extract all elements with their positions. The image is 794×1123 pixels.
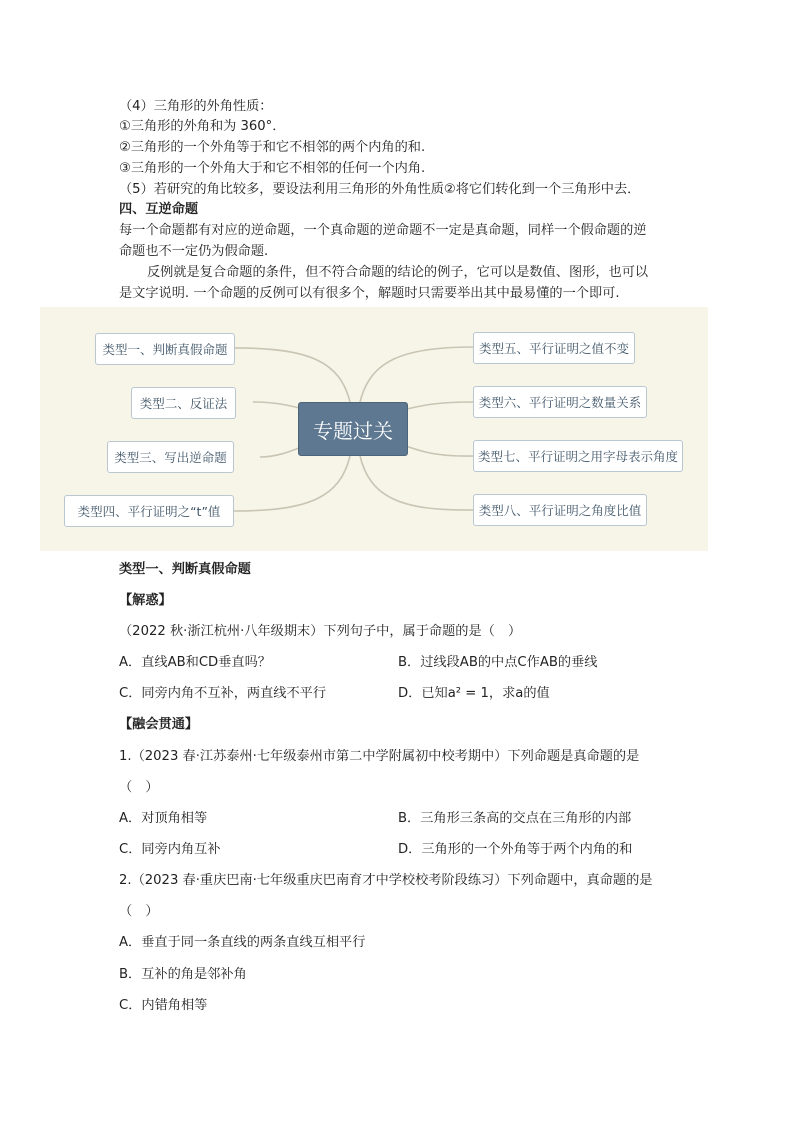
- q2-option-a: A．垂直于同一条直线的两条直线互相平行: [119, 935, 366, 950]
- q0-option-b: B．过线段AB的中点C作AB的垂线: [398, 655, 598, 670]
- q2-option-b: B．互补的角是邻补角: [119, 967, 247, 982]
- intro-line-2: ①三角形的外角和为 360°．: [119, 119, 286, 134]
- mind-map-node-type7: 类型七、平行证明之用字母表示角度: [473, 440, 683, 472]
- q0-option-c: C．同旁内角不互补，两直线不平行: [119, 686, 327, 701]
- paragraph-2a: 反例就是复合命题的条件，但不符合命题的结论的例子，它可以是数值、图形，也可以: [147, 265, 649, 280]
- mind-map-node-type2: 类型二、反证法: [131, 387, 236, 419]
- paragraph-1a: 每一个命题都有对应的逆命题，一个真命题的逆命题不一定是真命题，同样一个假命题的逆: [119, 223, 647, 238]
- mind-map-node-type3: 类型三、写出逆命题: [107, 441, 234, 473]
- intro-line-3: ②三角形的一个外角等于和它不相邻的两个内角的和.: [119, 140, 426, 155]
- paragraph-1b: 命题也不一定仍为假命题.: [119, 244, 269, 259]
- intro-line-4: ③三角形的一个外角大于和它不相邻的任何一个内角.: [119, 161, 426, 176]
- mind-map-node-type8: 类型八、平行证明之角度比值: [473, 494, 647, 526]
- q1-option-d: D．三角形的一个外角等于两个内角的和: [398, 842, 633, 857]
- mind-map-node-type1: 类型一、判断真假命题: [95, 333, 235, 365]
- mind-map-center: 专题过关: [298, 402, 408, 456]
- question-0-stem: （2022 秋·浙江杭州·八年级期末）下列句子中，属于命题的是（ ）: [119, 624, 522, 639]
- ronghui-heading: 【融会贯通】: [119, 717, 199, 732]
- mind-map-node-type6: 类型六、平行证明之数量关系: [473, 386, 647, 418]
- question-2-stem: 2.（2023 春·重庆巴南·七年级重庆巴南育才中学校校考阶段练习）下列命题中，真命题的是: [119, 873, 653, 888]
- paragraph-2b: 是文字说明. 一个命题的反例可以有很多个，解题时只需要举出其中最易懂的一个即可.: [119, 286, 620, 301]
- q1-option-b: B．三角形三条高的交点在三角形的内部: [398, 811, 632, 826]
- q2-option-c: C．内错角相等: [119, 998, 208, 1013]
- q0-option-d: D．已知a² = 1，求a的值: [398, 686, 550, 701]
- jiehuo-heading: 【解惑】: [119, 593, 172, 608]
- mind-map-node-type4: 类型四、平行证明之“t”值: [64, 495, 234, 527]
- q1-option-c: C．同旁内角互补: [119, 842, 221, 857]
- type1-title: 类型一、判断真假命题: [119, 562, 251, 577]
- question-1-paren: （ ）: [119, 780, 159, 795]
- question-1-stem: 1.（2023 春·江苏泰州·七年级泰州市第二中学附属初中校考期中）下列命题是真命题的是: [119, 749, 640, 764]
- section-title: 四、互逆命题: [119, 202, 199, 217]
- q1-option-a: A．对顶角相等: [119, 811, 208, 826]
- mind-map: [40, 307, 708, 551]
- question-2-paren: （ ）: [119, 904, 159, 919]
- intro-line-1: （4）三角形的外角性质：: [119, 99, 273, 114]
- mind-map-node-type5: 类型五、平行证明之值不变: [473, 332, 635, 364]
- intro-line-5: （5）若研究的角比较多，要设法利用三角形的外角性质②将它们转化到一个三角形中去．: [119, 182, 641, 197]
- q0-option-a: A．直线AB和CD垂直吗？: [119, 655, 271, 670]
